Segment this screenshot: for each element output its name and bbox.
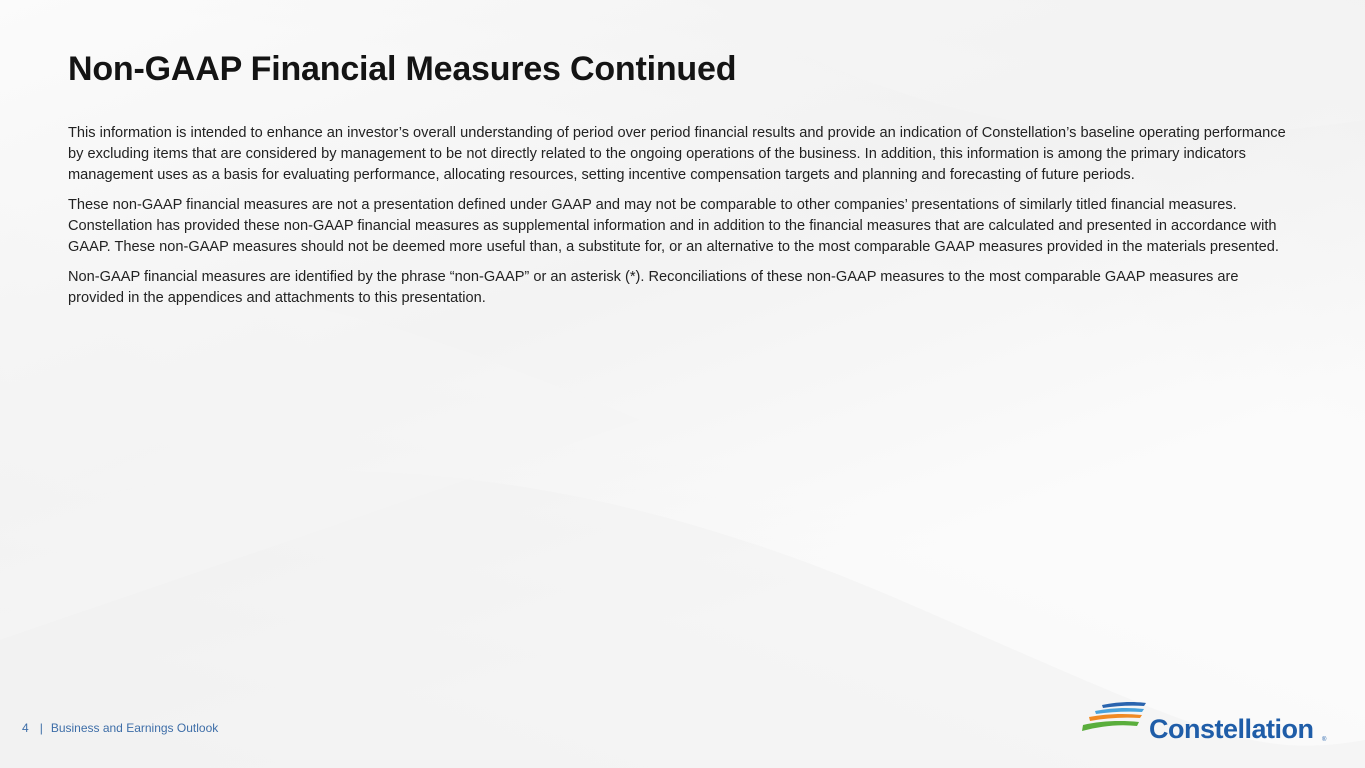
slide-title: Non-GAAP Financial Measures Continued [68,50,737,88]
paragraph-purpose: This information is intended to enhance an investor’s overall understanding of period over period financial results and provide an indication of Constellation’s baseline operating performance by excluding items that are considered by management to be not directly related to the ongoing operations of the business. In addition, this information is among the primary indicators management uses as a basis for evaluating performance, allocating resources, setting incentive compensation targets and planning and forecasting of future periods. [68,125,1286,183]
logo-wordmark: Constellation [1149,714,1314,744]
registered-mark: ® [1322,737,1327,743]
footer-separator: | [39,721,43,735]
paragraph-identification: Non-GAAP financial measures are identified by the phrase “non-GAAP” or an asterisk (*). Reconciliations of these non-GAAP measures to the most comparable GAAP measures are provided in the appendices and attachments to this presentation. [68,268,1239,306]
page-number: 4 [22,721,29,735]
footer [22,721,218,735]
slide-body [68,123,1293,318]
constellation-swoosh-logo-icon [1080,700,1148,736]
paragraph-disclaimer: These non-GAAP financial measures are not a presentation defined under GAAP and may not be comparable to other companies’ presentations of similarly titled financial measures. Constellation has provided these non-GAAP financial measures as supplemental information and in addition to the financial measures that are calculated and presented in accordance with GAAP. These non-GAAP measures should not be deemed more useful than, a substitute for, or an alternative to the most comparable GAAP measures provided in the materials presented. [68,196,1279,255]
footer-section-label: Business and Earnings Outlook [50,721,219,735]
company-logo [1080,700,1330,750]
